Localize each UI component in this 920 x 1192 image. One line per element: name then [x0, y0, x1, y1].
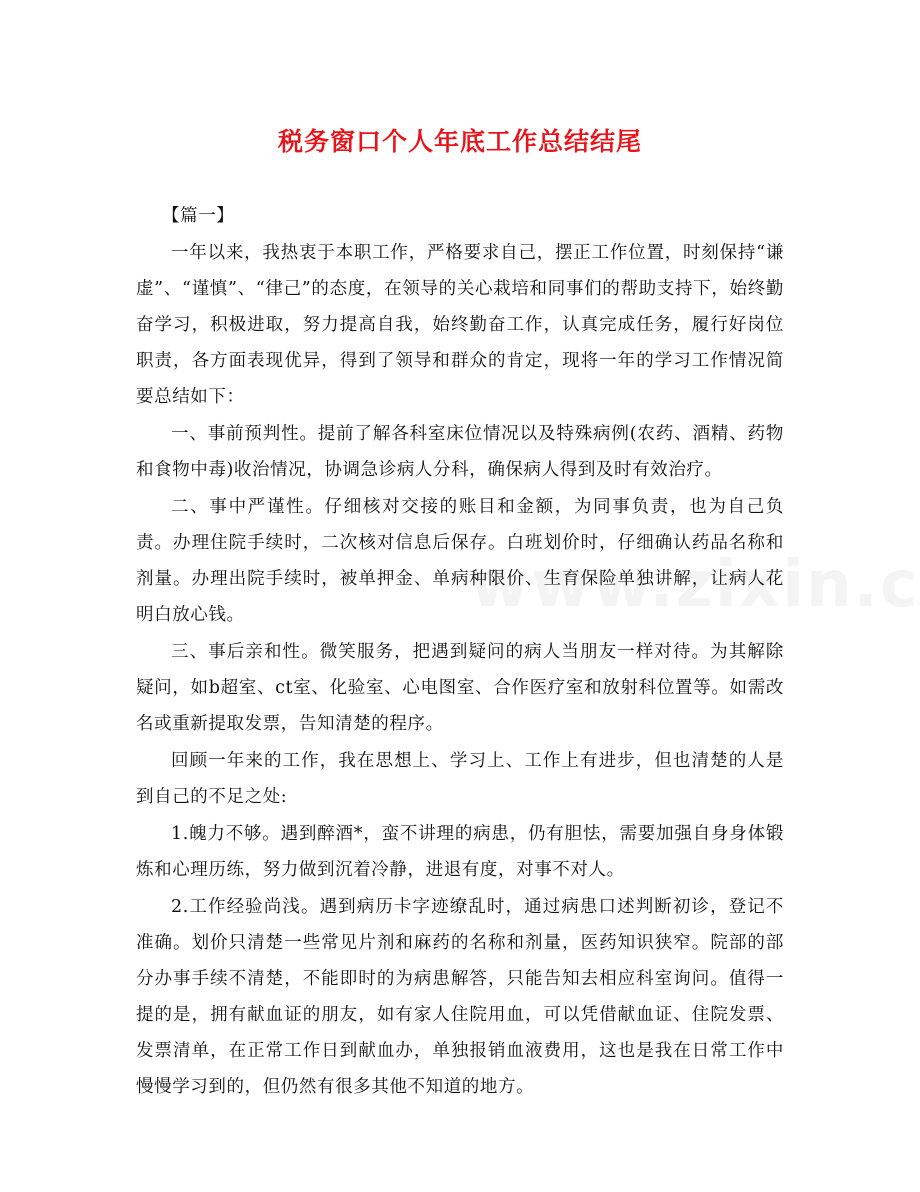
paragraph-intro: 一年以来，我热衷于本职工作，严格要求自己，摆正工作位置，时刻保持“谦虚”、“谨慎”、“律己”的态度，在领导的关心栽培和同事们的帮助支持下，始终勤奋学习，积极进取，努力提高自我，始终勤奋工作，认真完成任务，履行好岗位职责，各方面表现优异，得到了领导和群众的肯定，现将一年的学习工作情况简要总结如下： — [136, 243, 784, 407]
paragraph-review: 回顾一年来的工作，我在思想上、学习上、工作上有进步，但也清楚的人是到自己的不足之处: — [136, 751, 784, 807]
paragraph-shortcoming-2: 2.工作经验尚浅。遇到病历卡字迹缭乱时，通过病患口述判断初诊，登记不准确。划价只清楚一些常见片剂和麻药的名称和剂量，医药知识狭窄。院部的部分办事手续不清楚，不能即时的为病患解答，只能告知去相应科室询问。值得一提的是，拥有献血证的朋友，如有家人住院用血，可以凭借献血证、住院发票、发票清单，在正常工作日到献血办，单独报销血液费用，这也是我在日常工作中慢慢学习到的，但仍然有很多其他不知道的地方。 — [136, 897, 784, 1097]
paragraph-point-3: 三、事后亲和性。微笑服务，把遇到疑问的病人当朋友一样对待。为其解除疑问，如b超室、ct室、化验室、心电图室、合作医疗室和放射科位置等。如需改名或重新提取发票，告知清楚的程序。 — [136, 642, 784, 734]
paragraph-point-1: 一、事前预判性。提前了解各科室床位情况以及特殊病例(农药、酒精、药物和食物中毒)收治情况，协调急诊病人分科，确保病人得到及时有效治疗。 — [136, 424, 784, 480]
document-title: 税务窗口个人年底工作总结结尾 — [277, 127, 642, 156]
paragraph-shortcoming-1: 1.魄力不够。遇到醉酒*，蛮不讲理的病患，仍有胆怯，需要加强自身身体锻炼和心理历练，努力做到沉着冷静，进退有度，对事不对人。 — [136, 824, 784, 880]
section-label: 【篇一】 — [162, 206, 235, 226]
paragraph-point-2: 二、事中严谨性。仔细核对交接的账目和金额，为同事负责，也为自己负责。办理住院手续时，二次核对信息后保存。白班划价时，仔细确认药品名称和剂量。办理出院手续时，被单押金、单病种限价、生育保险单独讲解，让病人花明白放心钱。 — [136, 497, 784, 625]
document-body — [136, 198, 784, 1106]
